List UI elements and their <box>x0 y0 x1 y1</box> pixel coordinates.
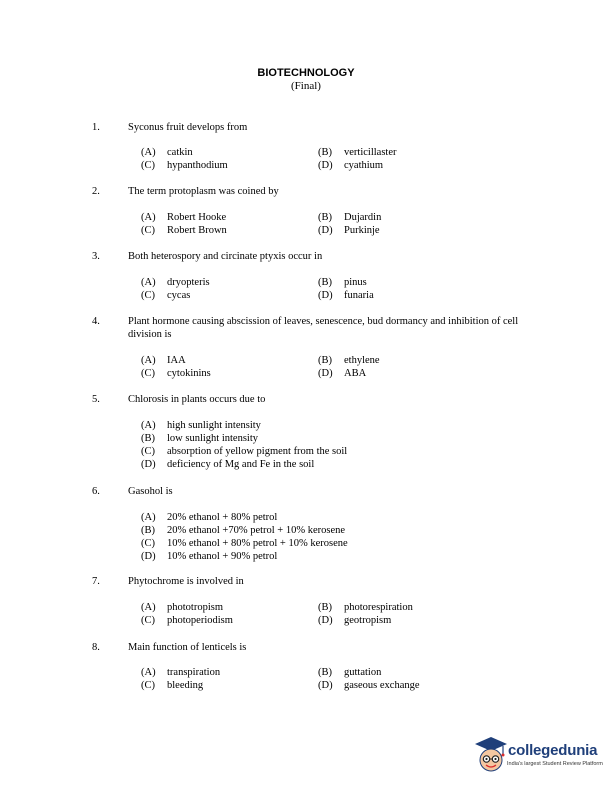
option-letter: (B) <box>318 277 332 288</box>
option-c <box>141 614 233 627</box>
option-letter: (A) <box>141 512 156 523</box>
option-d <box>141 550 277 563</box>
option-a <box>141 511 277 524</box>
question-text: Both heterospory and circinate ptyxis occur in <box>128 251 323 262</box>
option-letter: (A) <box>141 420 156 431</box>
option-text: cytokinins <box>167 368 211 379</box>
option-text: gaseous exchange <box>344 680 420 691</box>
question-number: 7. <box>92 576 100 587</box>
question-text: Main function of lenticels is <box>128 642 247 653</box>
option-letter: (C) <box>141 538 155 549</box>
option-letter: (D) <box>318 680 333 691</box>
option-text: geotropism <box>344 615 392 626</box>
option-c <box>141 159 228 172</box>
option-letter: (A) <box>141 147 156 158</box>
option-letter: (B) <box>318 355 332 366</box>
option-b <box>318 211 381 224</box>
option-text: hypanthodium <box>167 160 228 171</box>
option-a <box>141 601 223 614</box>
option-c <box>141 289 190 302</box>
option-letter: (A) <box>141 212 156 223</box>
option-letter: (D) <box>141 551 156 562</box>
option-letter: (B) <box>141 433 155 444</box>
option-letter: (B) <box>141 525 155 536</box>
question-text: The term protoplasm was coined by <box>128 186 279 197</box>
option-letter: (D) <box>141 459 156 470</box>
option-a <box>141 666 220 679</box>
question-number: 3. <box>92 251 100 262</box>
question-text: Syconus fruit develops from <box>128 122 248 133</box>
option-text: deficiency of Mg and Fe in the soil <box>167 459 315 470</box>
option-c <box>141 367 211 380</box>
question-number: 2. <box>92 186 100 197</box>
option-text: pinus <box>344 277 367 288</box>
option-text: Robert Brown <box>167 225 227 236</box>
option-text: 10% ethanol + 90% petrol <box>167 551 278 562</box>
option-a <box>141 276 210 289</box>
option-b <box>318 666 381 679</box>
option-text: funaria <box>344 290 374 301</box>
option-a <box>141 419 261 432</box>
option-text: transpiration <box>167 667 221 678</box>
option-text: phototropism <box>167 602 224 613</box>
option-letter: (A) <box>141 355 156 366</box>
option-text: IAA <box>167 355 186 366</box>
option-text: Purkinje <box>344 225 380 236</box>
option-letter: (A) <box>141 602 156 613</box>
option-letter: (A) <box>141 277 156 288</box>
option-d <box>318 224 380 237</box>
option-letter: (C) <box>141 368 155 379</box>
option-letter: (B) <box>318 212 332 223</box>
option-b <box>318 354 380 367</box>
option-letter: (C) <box>141 160 155 171</box>
option-text: guttation <box>344 667 382 678</box>
option-a <box>141 211 226 224</box>
page-title: BIOTECHNOLOGY <box>257 67 355 79</box>
option-d <box>318 159 383 172</box>
option-d <box>318 367 366 380</box>
option-b <box>141 524 345 537</box>
option-letter: (D) <box>318 290 333 301</box>
option-letter: (C) <box>141 225 155 236</box>
question-text: Chlorosis in plants occurs due to <box>128 394 266 405</box>
option-c <box>141 445 347 458</box>
option-letter: (B) <box>318 667 332 678</box>
option-letter: (D) <box>318 368 333 379</box>
option-d <box>318 614 391 627</box>
option-letter: (D) <box>318 225 333 236</box>
logo-tagline: India's largest Student Review Platform <box>507 761 603 767</box>
option-letter: (B) <box>318 147 332 158</box>
question-number: 8. <box>92 642 100 653</box>
option-text: high sunlight intensity <box>167 420 261 431</box>
option-letter: (C) <box>141 680 155 691</box>
option-text: catkin <box>167 147 193 158</box>
option-letter: (C) <box>141 446 155 457</box>
option-text: cyathium <box>344 160 384 171</box>
mascot-icon <box>474 734 508 778</box>
question-text: Phytochrome is involved in <box>128 576 244 587</box>
question-text: Plant hormone causing abscission of leaves, senescence, bud dormancy and inhibition of cell division is <box>128 316 519 340</box>
option-b <box>141 432 258 445</box>
option-d <box>141 458 314 471</box>
option-text: cycas <box>167 290 191 301</box>
question-text: Gasohol is <box>128 486 173 497</box>
option-text: Robert Hooke <box>167 212 227 223</box>
question-number: 5. <box>92 394 100 405</box>
option-text: 20% ethanol + 80% petrol <box>167 512 278 523</box>
option-b <box>318 146 396 159</box>
option-text: absorption of yellow pigment from the soil <box>167 446 348 457</box>
option-b <box>318 276 367 289</box>
question-number: 6. <box>92 486 100 497</box>
option-text: bleeding <box>167 680 204 691</box>
option-text: Dujardin <box>344 212 382 223</box>
option-text: verticillaster <box>344 147 397 158</box>
option-letter: (A) <box>141 667 156 678</box>
option-letter: (C) <box>141 290 155 301</box>
option-letter: (D) <box>318 615 333 626</box>
option-b <box>318 601 413 614</box>
option-c <box>141 679 203 692</box>
option-text: dryopteris <box>167 277 210 288</box>
option-a <box>141 354 186 367</box>
option-text: 20% ethanol +70% petrol + 10% kerosene <box>167 525 346 536</box>
page-subtitle: (Final) <box>291 80 321 92</box>
option-d <box>318 289 374 302</box>
option-text: ABA <box>344 368 367 379</box>
option-c <box>141 537 348 550</box>
option-text: 10% ethanol + 80% petrol + 10% kerosene <box>167 538 348 549</box>
option-text: photoperiodism <box>167 615 233 626</box>
option-a <box>141 146 193 159</box>
option-letter: (D) <box>318 160 333 171</box>
question-number: 4. <box>92 316 100 327</box>
option-c <box>141 224 227 237</box>
logo-wordmark: collegedunia <box>508 742 598 759</box>
option-text: ethylene <box>344 355 380 366</box>
option-text: photorespiration <box>344 602 413 613</box>
question-number: 1. <box>92 122 100 133</box>
option-text: low sunlight intensity <box>167 433 259 444</box>
option-letter: (C) <box>141 615 155 626</box>
option-letter: (B) <box>318 602 332 613</box>
option-d <box>318 679 420 692</box>
